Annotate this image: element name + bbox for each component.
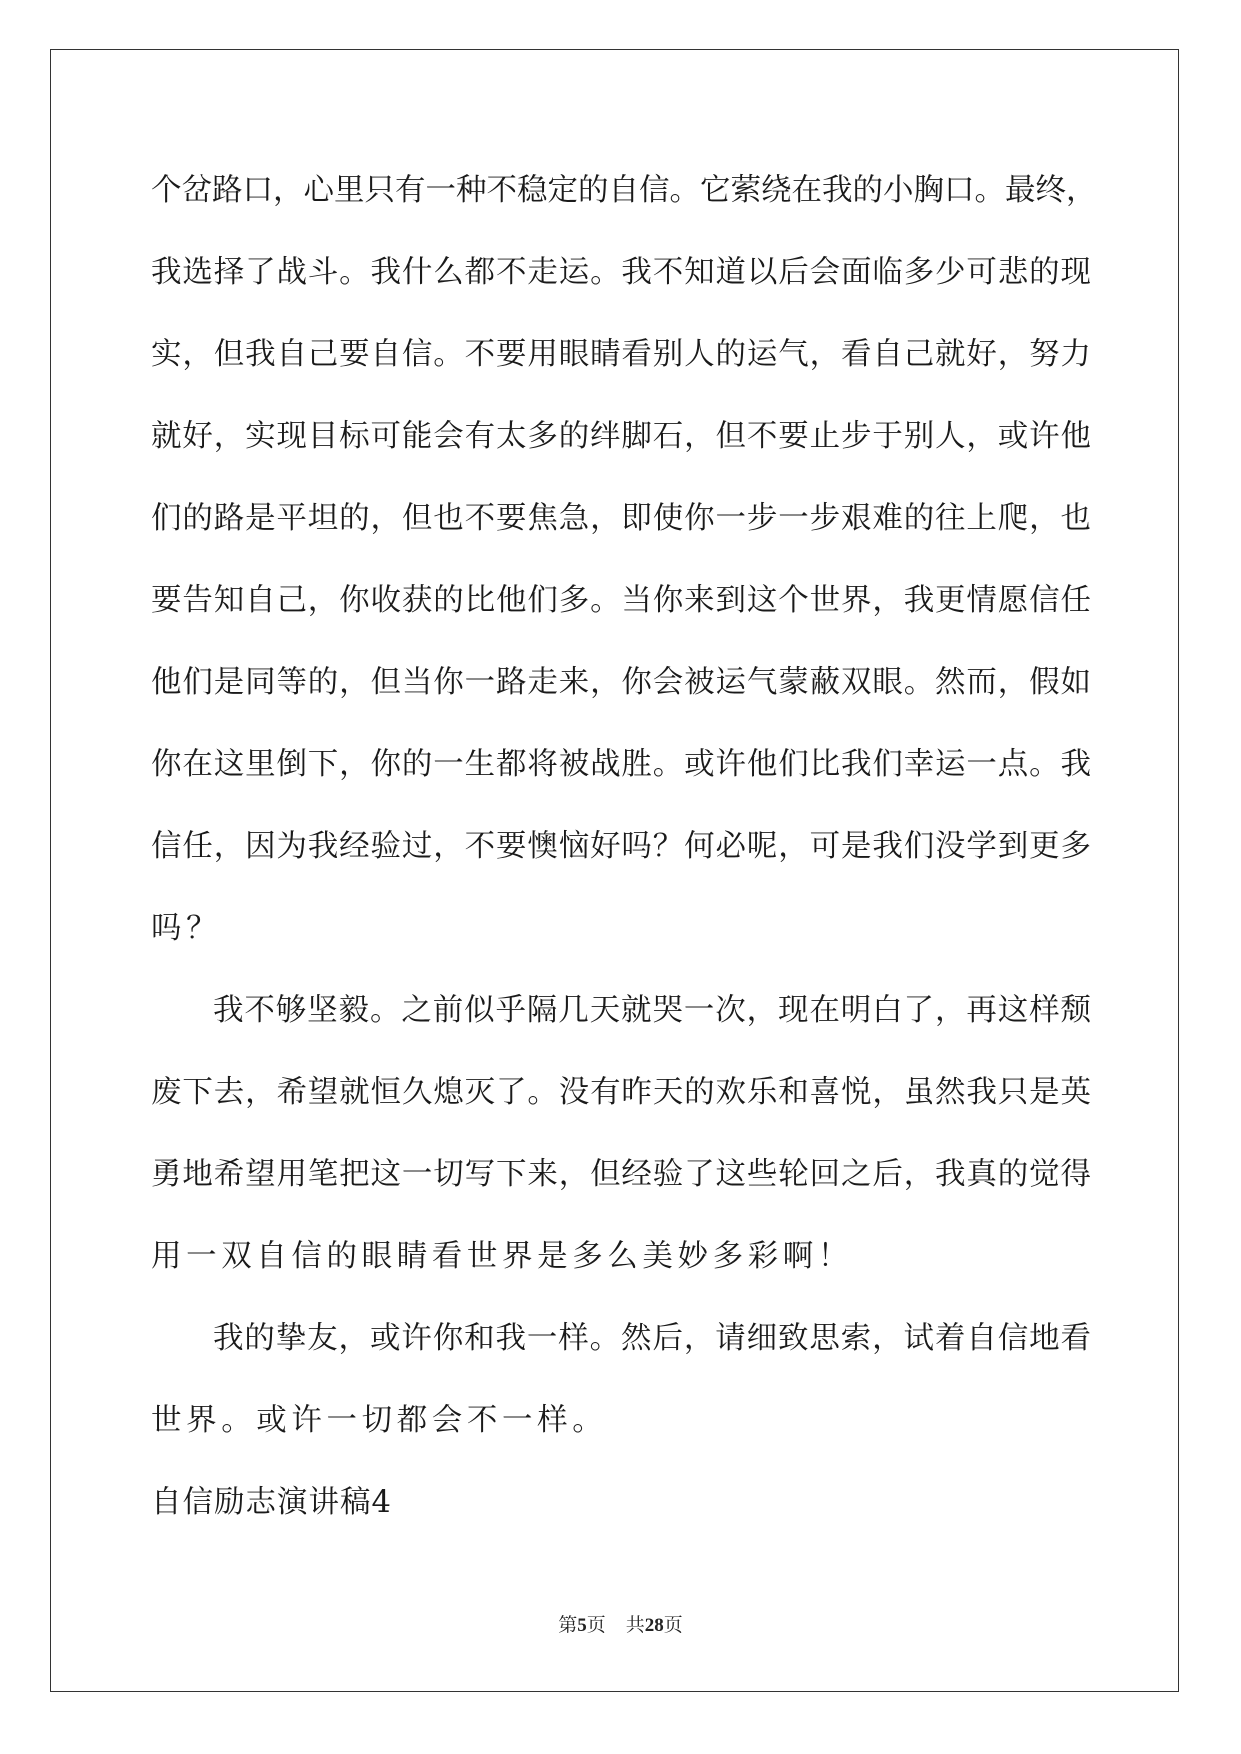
text-line: 用一双自信的眼睛看世界是多么美妙多彩啊！ xyxy=(151,1239,853,1274)
text-line: 勇地希望用笔把这一切写下来，但经验了这些轮回之后，我真的觉得 xyxy=(151,1157,1091,1192)
total-label-prefix: 共 xyxy=(625,1614,645,1636)
text-line: 个岔路口，心里只有一种不稳定的自信。它萦绕在我的小胸口。最终， xyxy=(151,173,1097,208)
text-line: 我不够坚毅。之前似乎隔几天就哭一次，现在明白了，再这样颓 xyxy=(213,993,1091,1028)
page-label-suffix: 页 xyxy=(586,1614,606,1636)
page-footer xyxy=(0,1610,1241,1637)
section-heading: 自信励志演讲稿4 xyxy=(151,1485,392,1520)
text-line: 实，但我自己要自信。不要用眼睛看别人的运气，看自己就好，努力 xyxy=(151,337,1091,372)
text-line: 要告知自己，你收获的比他们多。当你来到这个世界，我更情愿信任 xyxy=(151,583,1091,618)
total-label-suffix: 页 xyxy=(663,1614,683,1636)
document-body xyxy=(151,150,1097,1544)
page-number: 5 xyxy=(577,1615,587,1636)
text-line: 他们是同等的，但当你一路走来，你会被运气蒙蔽双眼。然而，假如 xyxy=(151,665,1091,700)
page-label-prefix: 第 xyxy=(558,1614,578,1636)
text-line: 你在这里倒下，你的一生都将被战胜。或许他们比我们幸运一点。我 xyxy=(151,747,1091,782)
text-line: 信任，因为我经验过，不要懊恼好吗？何必呢，可是我们没学到更多 xyxy=(151,829,1091,864)
text-line: 世界。或许一切都会不一样。 xyxy=(151,1403,608,1438)
text-line: 废下去，希望就恒久熄灭了。没有昨天的欢乐和喜悦，虽然我只是英 xyxy=(151,1075,1091,1110)
text-line: 就好，实现目标可能会有太多的绊脚石，但不要止步于别人，或许他 xyxy=(151,419,1091,454)
text-line: 我的挚友，或许你和我一样。然后，请细致思索，试着自信地看 xyxy=(213,1321,1091,1356)
text-line: 吗？ xyxy=(151,911,222,946)
text-line: 我选择了战斗。我什么都不走运。我不知道以后会面临多少可悲的现 xyxy=(151,255,1091,290)
total-pages: 28 xyxy=(644,1615,664,1636)
text-line: 们的路是平坦的，但也不要焦急，即使你一步一步艰难的往上爬，也 xyxy=(151,501,1091,536)
